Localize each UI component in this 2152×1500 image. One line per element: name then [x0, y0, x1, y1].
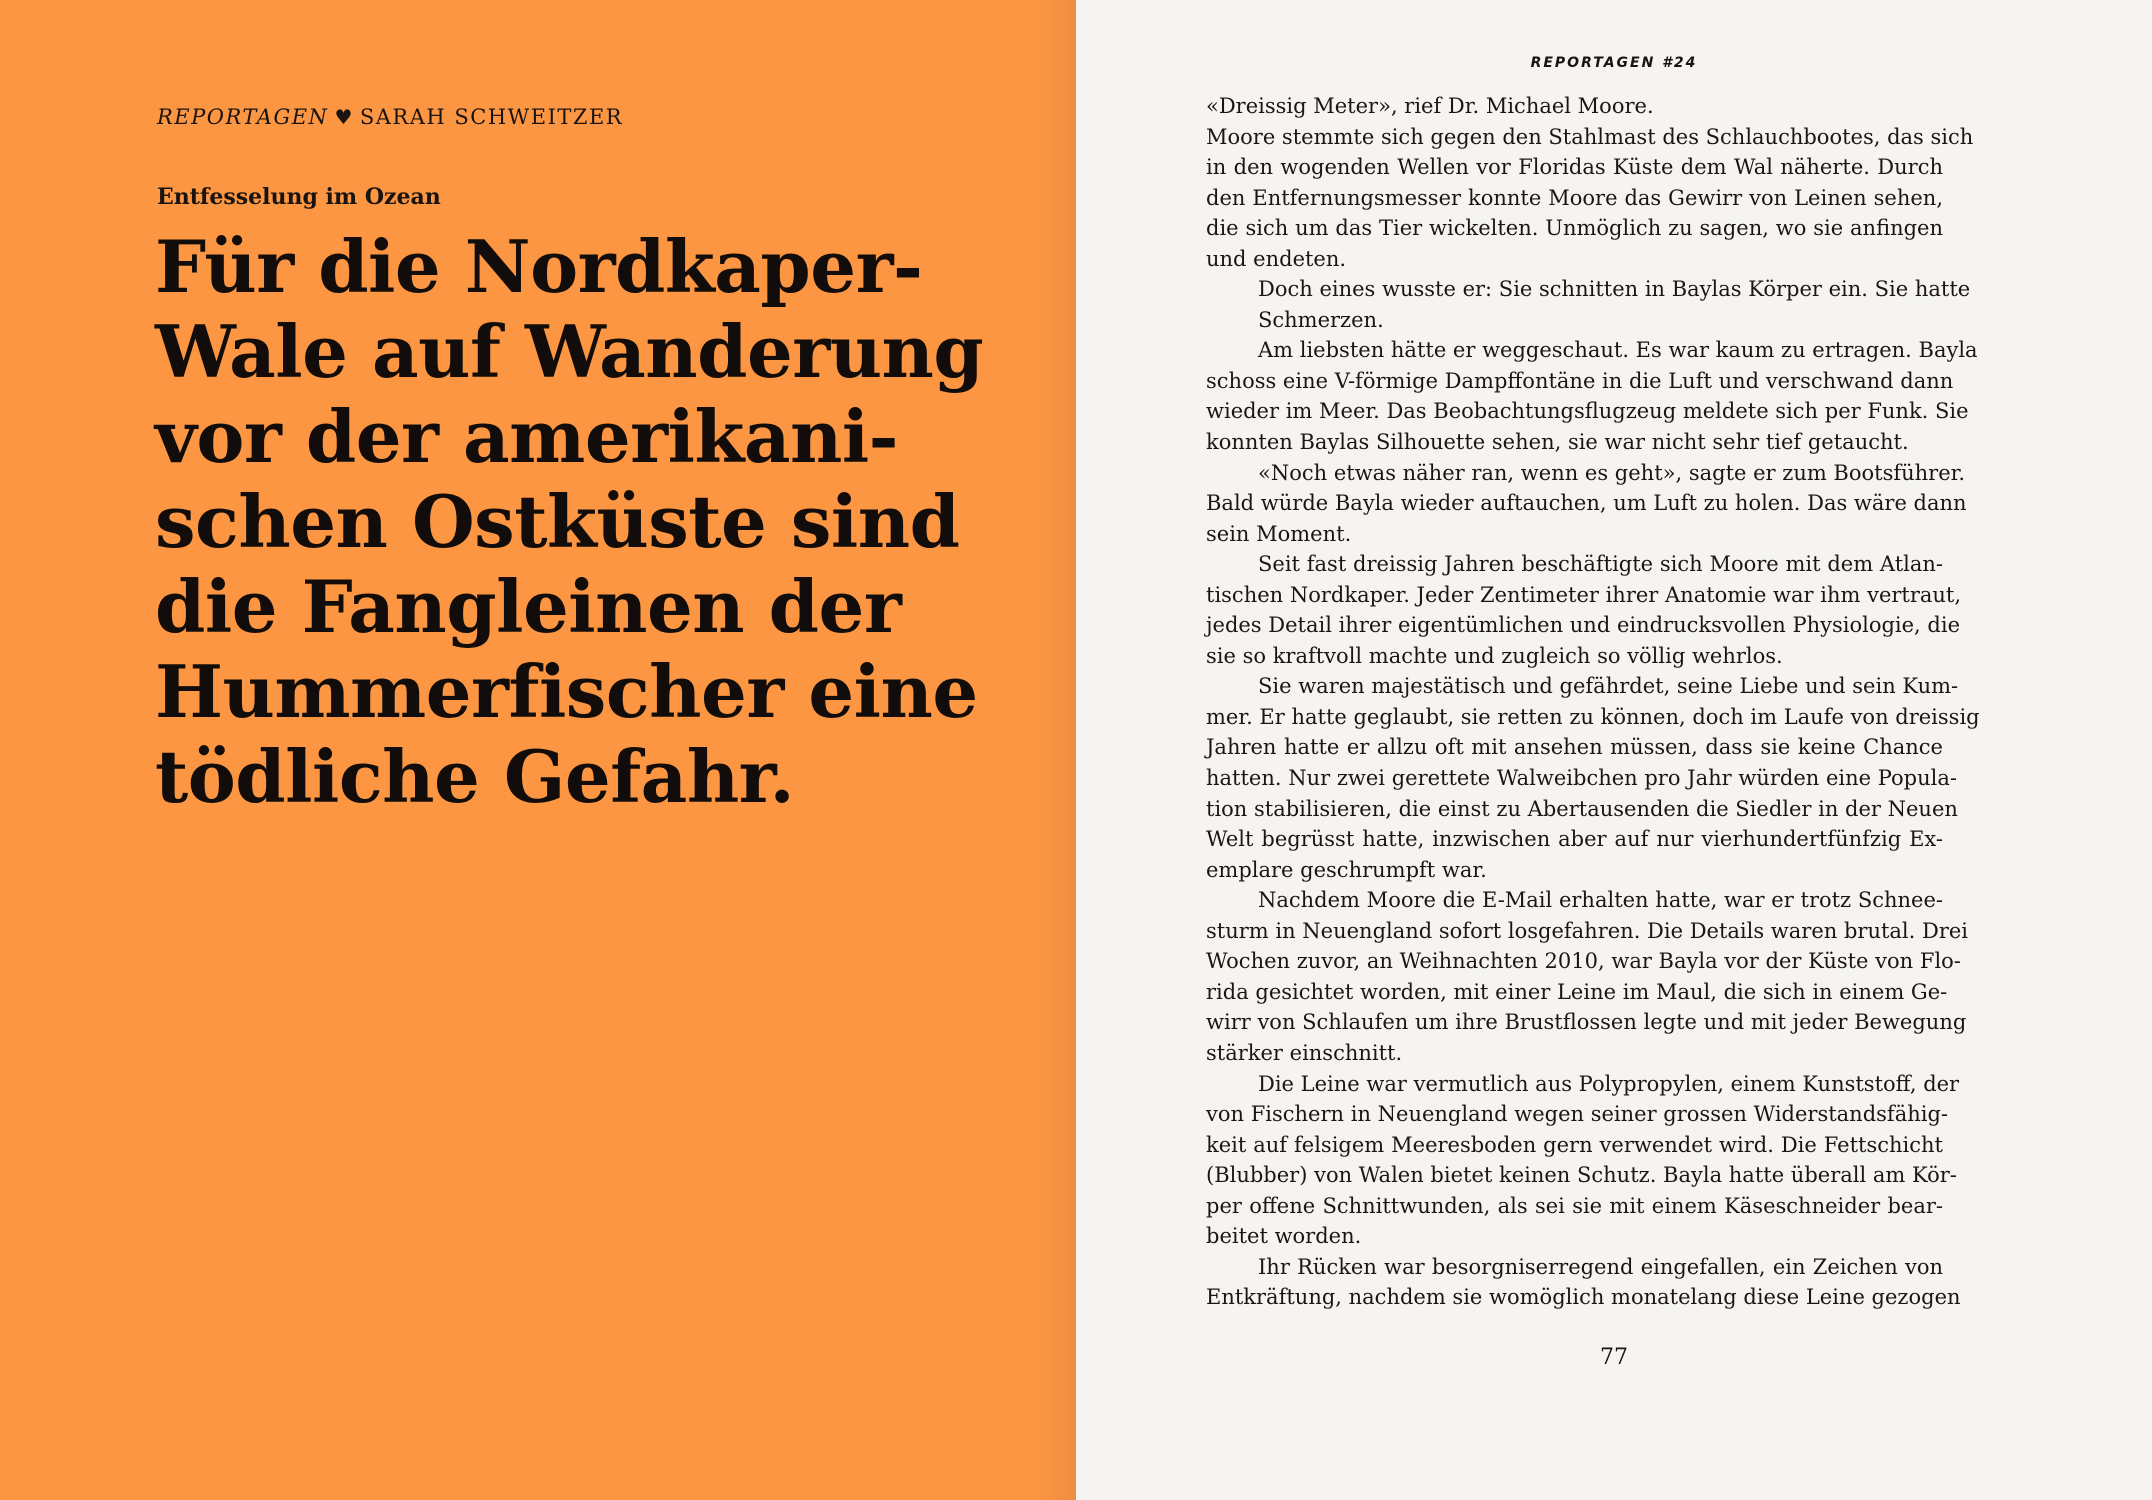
body-line: wieder im Meer. Das Beobachtungsflugzeug meldete sich per Funk. Sie — [1206, 399, 1969, 424]
body-line: Wochen zuvor, an Weihnachten 2010, war Bayla vor der Küste von Flo- — [1206, 949, 1961, 974]
body-line: schoss eine V-förmige Dampffontäne in die Luft und verschwand dann — [1206, 368, 1954, 393]
body-line: Seit fast dreissig Jahren beschäftigte sich Moore mit dem Atlan- — [1258, 552, 1943, 577]
article-body — [1206, 91, 1980, 1313]
body-line: Die Leine war vermutlich aus Polypropylen, einem Kunststoff, der — [1258, 1071, 1960, 1096]
body-line: Sie waren majestätisch und gefährdet, seine Liebe und sein Kum- — [1258, 674, 1959, 699]
article-subtitle: Entfesselung im Ozean — [157, 184, 441, 210]
page-number: 77 — [1600, 1345, 1628, 1370]
body-line: sein Moment. — [1206, 521, 1352, 546]
body-line: rida gesichtet worden, mit einer Leine im Maul, die sich in einem Ge- — [1206, 979, 1948, 1004]
body-line: den Entfernungsmesser konnte Moore das Gewirr von Leinen sehen, — [1206, 185, 1943, 210]
running-head: REPORTAGEN #24 — [1530, 55, 1698, 71]
body-line: Jahren hatte er allzu oft mit ansehen müssen, dass sie keine Chance — [1206, 735, 1943, 760]
headline-line: Hummerfischer eine — [155, 649, 978, 734]
body-line: stärker einschnitt. — [1206, 1040, 1403, 1065]
body-line: per offene Schnittwunden, als sei sie mit einem Käseschneider bear- — [1206, 1193, 1943, 1218]
body-line: tion stabilisieren, die einst zu Abertausenden die Siedler in der Neuen — [1206, 796, 1958, 821]
body-line: (Blubber) von Walen bietet keinen Schutz. Bayla hatte überall am Kör- — [1206, 1163, 1957, 1188]
body-line: Moore stemmte sich gegen den Stahlmast des Schlauchbootes, das sich — [1206, 124, 1974, 149]
kicker-author: SARAH SCHWEITZER — [359, 105, 624, 129]
body-line: Am liebsten hätte er weggeschaut. Es war kaum zu ertragen. Bayla — [1258, 338, 1978, 363]
body-line: sie so kraftvoll machte und zugleich so völlig wehrlos. — [1206, 643, 1783, 668]
body-line: Nachdem Moore die E-Mail erhalten hatte, war er trotz Schnee- — [1258, 888, 1943, 913]
body-line: konnten Baylas Silhouette sehen, sie war nicht sehr tief getaucht. — [1206, 430, 1909, 455]
headline-line: Wale auf Wanderung — [155, 309, 984, 394]
body-line: beitet worden. — [1206, 1224, 1362, 1249]
body-line: jedes Detail ihrer eigentümlichen und eindrucksvollen Physiologie, die — [1206, 613, 1960, 638]
body-line: und endeten. — [1206, 246, 1347, 271]
body-line: «Noch etwas näher ran, wenn es geht», sagte er zum Bootsführer. — [1258, 460, 1966, 485]
headline-line: schen Ostküste sind — [155, 479, 960, 564]
body-line: in den wogenden Wellen vor Floridas Küste dem Wal näherte. Durch — [1206, 155, 1943, 180]
body-line: «Dreissig Meter», rief Dr. Michael Moore. — [1206, 94, 1654, 118]
kicker — [157, 105, 623, 129]
body-line: wirr von Schlaufen um ihre Brustflossen legte und mit jeder Bewegung — [1206, 1010, 1967, 1035]
body-line: Welt begrüsst hatte, inzwischen aber auf nur vierhundertfünfzig Ex- — [1206, 827, 1943, 852]
body-line: mer. Er hatte geglaubt, sie retten zu können, doch im Laufe von dreissig — [1206, 704, 1980, 729]
body-line: sturm in Neuengland sofort losgefahren. Die Details waren brutal. Drei — [1206, 918, 1969, 943]
article-headline — [155, 224, 1015, 819]
body-line: emplare geschrumpft war. — [1206, 857, 1487, 882]
headline-line: Für die Nordkaper- — [155, 224, 923, 309]
body-line: hatten. Nur zwei gerettete Walweibchen pro Jahr würden eine Popula- — [1206, 766, 1957, 791]
headline-line: tödliche Gefahr. — [155, 734, 795, 819]
right-page — [1076, 0, 2152, 1500]
headline-line: vor der amerikani- — [155, 394, 899, 479]
body-line: Doch eines wusste er: Sie schnitten in Baylas Körper ein. Sie hatte — [1258, 277, 1971, 302]
heart-icon: ♥ — [334, 105, 354, 129]
body-line: Schmerzen. — [1258, 307, 1384, 332]
body-line: keit auf felsigem Meeresboden gern verwendet wird. Die Fettschicht — [1206, 1132, 1943, 1157]
kicker-series: REPORTAGEN — [157, 105, 329, 129]
body-line: Ihr Rücken war besorgniserregend eingefallen, ein Zeichen von — [1258, 1254, 1943, 1279]
body-line: von Fischern in Neuengland wegen seiner grossen Widerstandsfähig- — [1206, 1102, 1949, 1127]
body-line: Bald würde Bayla wieder auftauchen, um Luft zu holen. Das wäre dann — [1206, 491, 1967, 516]
body-line: tischen Nordkaper. Jeder Zentimeter ihrer Anatomie war ihm vertraut, — [1206, 582, 1962, 607]
body-line: die sich um das Tier wickelten. Unmöglich zu sagen, wo sie anfingen — [1206, 216, 1943, 241]
body-line: Entkräftung, nachdem sie womöglich monatelang diese Leine gezogen — [1206, 1285, 1961, 1310]
headline-line: die Fangleinen der — [155, 564, 902, 649]
